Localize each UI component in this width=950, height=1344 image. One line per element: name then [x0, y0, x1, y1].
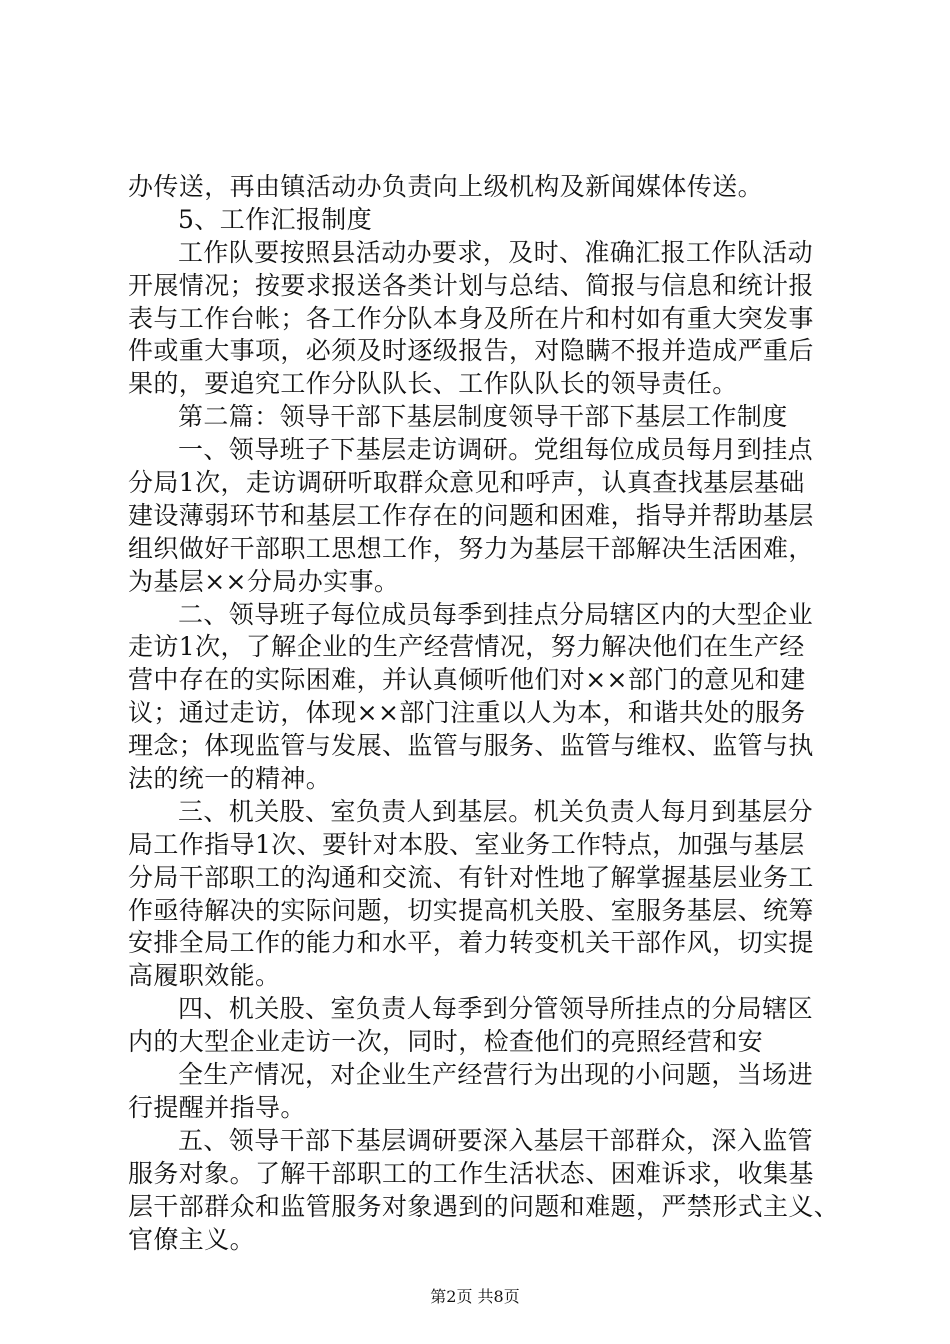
paragraph — [128, 434, 840, 598]
text-line: 果的，要追究工作分队队长、工作队队长的领导责任。 — [128, 369, 738, 399]
text-line: 组织做好干部职工思想工作，努力为基层干部解决生活困难， — [128, 533, 814, 563]
text-line: 5、工作汇报制度 — [178, 204, 373, 234]
text-line: 二、领导班子每位成员每季到挂点分局辖区内的大型企业 — [178, 599, 814, 629]
text-line: 分局干部职工的沟通和交流、有针对性地了解掌握基层业务工 — [128, 862, 814, 892]
text-line: 建设薄弱环节和基层工作存在的问题和困难，指导并帮助基层 — [128, 500, 814, 530]
text-line: 办传送，再由镇活动办负责向上级机构及新闻媒体传送。 — [128, 172, 764, 201]
text-line: 四、机关股、室负责人每季到分管领导所挂点的分局辖区 — [178, 994, 814, 1024]
paragraph — [128, 1059, 840, 1125]
text-line: 表与工作台帐；各工作分队本身及所在片和村如有重大突发事 — [128, 303, 814, 333]
paragraph — [128, 204, 840, 237]
text-line: 服务对象。了解干部职工的工作生活状态、困难诉求，收集基 — [128, 1158, 814, 1188]
paragraph — [128, 171, 840, 204]
text-line: 安排全局工作的能力和水平，着力转变机关干部作风，切实提 — [128, 928, 814, 958]
text-line: 议；通过走访，体现××部门注重以人为本，和谐共处的服务 — [128, 698, 806, 728]
text-line: 营中存在的实际困难，并认真倾听他们对××部门的意见和建 — [128, 665, 806, 695]
paragraph — [128, 401, 840, 434]
text-line: 局工作指导1次、要针对本股、室业务工作特点，加强与基层 — [128, 829, 805, 859]
text-line: 分局1次，走访调研听取群众意见和呼声，认真查找基层基础 — [128, 468, 805, 498]
paragraph — [128, 1125, 840, 1257]
text-line: 为基层××分局办实事。 — [128, 566, 400, 596]
text-line: 作亟待解决的实际问题，切实提高机关股、室服务基层、统筹 — [128, 895, 814, 925]
text-line: 工作队要按照县活动办要求，及时、准确汇报工作队活动 — [178, 237, 814, 267]
text-line: 官僚主义。 — [128, 1224, 256, 1254]
text-line: 三、机关股、室负责人到基层。机关负责人每月到基层分 — [178, 796, 814, 826]
paragraph — [128, 237, 840, 401]
text-line: 层干部群众和监管服务对象遇到的问题和难题，严禁形式主义、 — [128, 1191, 840, 1221]
text-line: 高履职效能。 — [128, 961, 281, 991]
page-footer: 第2页 共8页 — [430, 1287, 520, 1306]
text-line: 法的统一的精神。 — [128, 764, 332, 794]
document-body — [128, 171, 840, 1256]
text-line: 走访1次，了解企业的生产经营情况，努力解决他们在生产经 — [128, 632, 805, 662]
text-line: 五、领导干部下基层调研要深入基层干部群众，深入监管 — [178, 1125, 814, 1155]
text-line: 一、领导班子下基层走访调研。党组每位成员每月到挂点 — [178, 435, 814, 465]
text-line: 第二篇：领导干部下基层制度领导干部下基层工作制度 — [178, 402, 788, 432]
paragraph — [128, 993, 840, 1059]
text-line: 全生产情况，对企业生产经营行为出现的小问题，当场进 — [178, 1060, 814, 1090]
text-line: 理念；体现监管与发展、监管与服务、监管与维权、监管与执 — [128, 731, 814, 761]
text-line: 件或重大事项，必须及时逐级报告，对隐瞒不报并造成严重后 — [128, 336, 814, 366]
text-line: 开展情况；按要求报送各类计划与总结、简报与信息和统计报 — [128, 270, 814, 300]
paragraph — [128, 796, 840, 993]
text-line: 行提醒并指导。 — [128, 1092, 306, 1122]
paragraph — [128, 599, 840, 796]
text-line: 内的大型企业走访一次，同时，检查他们的亮照经营和安 — [128, 1027, 764, 1057]
